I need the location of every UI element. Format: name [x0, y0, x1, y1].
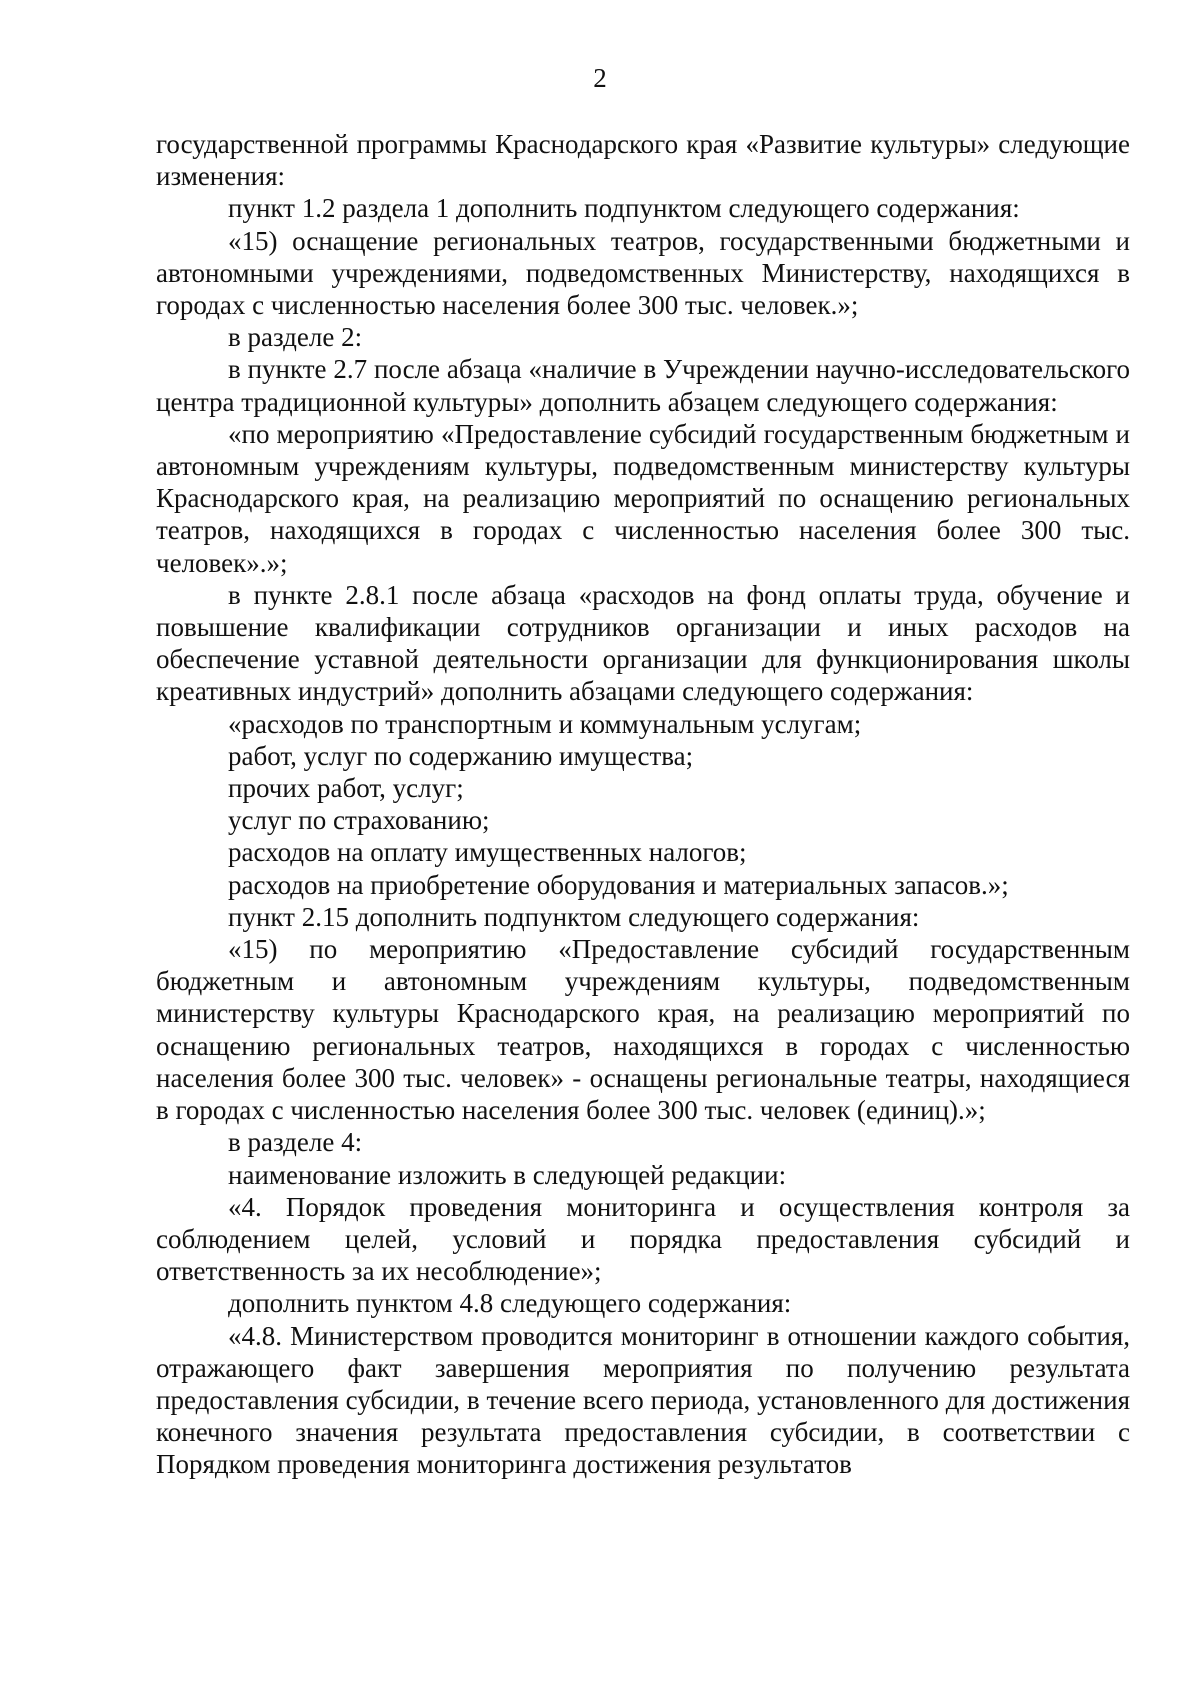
paragraph: в пункте 2.8.1 после абзаца «расходов на фонд оплаты труда, обучение и повышение квалификации сотрудников организации и иных расходов на обеспечение уставной деятельности организации для функционирования школы креативных индустрий» дополнить абзацами следующего содержания: [156, 579, 1130, 707]
paragraph: «4.8. Министерством проводится мониторинг в отношении каждого события, отражающего факт завершения мероприятия по получению результата предоставления субсидии, в течение всего периода, установленного для достижения конечного значения результата предоставления субсидии, в соответствии с Порядком проведения мониторинга достижения результатов [156, 1320, 1130, 1480]
paragraph: в разделе 4: [228, 1127, 363, 1158]
paragraph: «расходов по транспортным и коммунальным услугам; [228, 708, 862, 739]
paragraph: «15) по мероприятию «Предоставление субсидий государственным бюджетным и автономным учреждениям культуры, подведомственным министерству культуры Краснодарского края, на реализацию мероприятий по оснащению региональных театров, находящихся в городах с численностью населения более 300 тыс. человек» - оснащены региональные театры, находящиеся в городах с численностью населения более 300 тыс. человек (единиц).»; [156, 934, 1130, 1126]
paragraph: «по мероприятию «Предоставление субсидий государственным бюджетным и автономным учреждениям культуры, подведомственным министерству культуры Краснодарского края, на реализацию мероприятий по оснащению региональных театров, находящихся в городах с численностью населения более 300 тыс. человек».»; [156, 418, 1130, 578]
paragraph: пункт 2.15 дополнить подпунктом следующего содержания: [228, 901, 920, 932]
paragraph: пункт 1.2 раздела 1 дополнить подпунктом следующего содержания: [228, 193, 1020, 224]
paragraph: «4. Порядок проведения мониторинга и осуществления контроля за соблюдением целей, условий и порядка предоставления субсидий и ответственность за их несоблюдение»; [156, 1191, 1130, 1287]
paragraph: расходов на приобретение оборудования и материальных запасов.»; [228, 869, 1009, 900]
paragraph: «15) оснащение региональных театров, государственными бюджетными и автономными учреждениями, подведомственных Министерству, находящихся в городах с численностью населения более 300 тыс. человек.»; [156, 225, 1130, 321]
paragraph: дополнить пунктом 4.8 следующего содержания: [228, 1288, 792, 1319]
paragraph: в пункте 2.7 после абзаца «наличие в Учреждении научно-исследовательского центра традиционной культуры» дополнить абзацем следующего содержания: [156, 354, 1130, 417]
paragraph: государственной программы Краснодарского края «Развитие культуры» следующие изменения: [156, 129, 1130, 192]
paragraph: услуг по страхованию; [228, 805, 490, 836]
paragraph: работ, услуг по содержанию имущества; [228, 740, 694, 771]
paragraph: расходов на оплату имущественных налогов; [228, 837, 747, 868]
document-body [156, 128, 1130, 1481]
paragraph: прочих работ, услуг; [228, 773, 464, 804]
page-number: 2 [593, 63, 607, 93]
paragraph: в разделе 2: [228, 322, 363, 353]
paragraph: наименование изложить в следующей редакции: [228, 1159, 787, 1190]
